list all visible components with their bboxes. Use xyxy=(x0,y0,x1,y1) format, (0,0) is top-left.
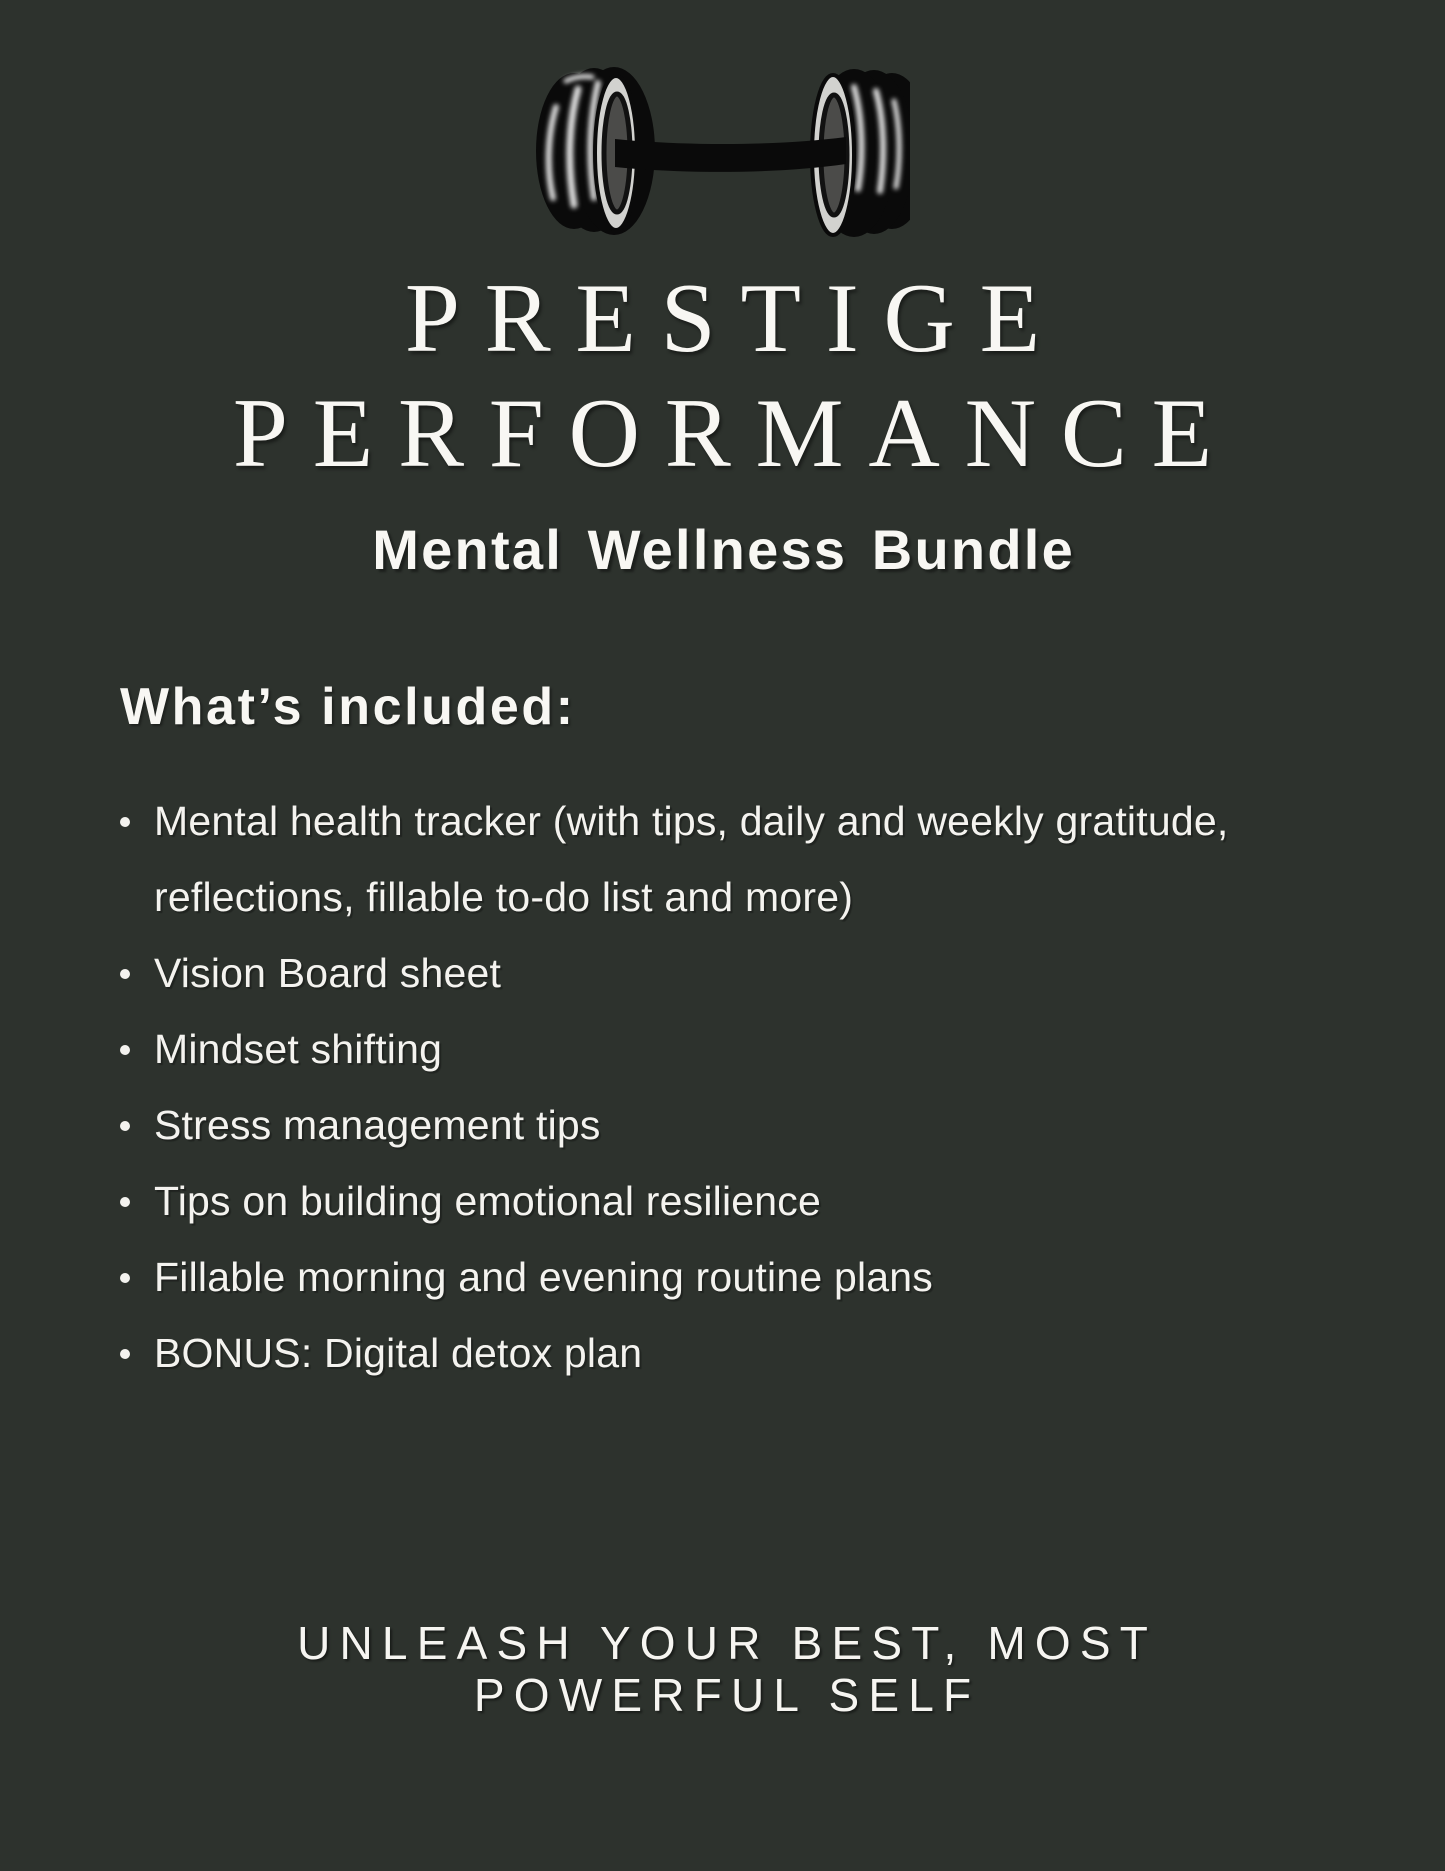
list-item-text: Mental health tracker (with tips, daily and weekly gratitude, reflections, fillable to-do list and more) xyxy=(154,798,1229,920)
list-item xyxy=(118,1239,1348,1315)
bullet-icon xyxy=(120,1121,130,1131)
list-item-text: Fillable morning and evening routine plans xyxy=(154,1254,933,1300)
list-item-text: Vision Board sheet xyxy=(154,950,502,996)
tagline xyxy=(0,1617,1445,1721)
list-item xyxy=(118,1315,1348,1391)
brand-title-line-1: PRESTIGE xyxy=(404,264,1065,373)
list-item-text: Tips on building emotional resilience xyxy=(154,1178,821,1224)
dumbbell-icon xyxy=(536,63,910,238)
list-item xyxy=(118,935,1348,1011)
bullet-icon xyxy=(120,1197,130,1207)
bullet-icon xyxy=(120,1045,130,1055)
bundle-subtitle: Mental Wellness Bundle xyxy=(372,518,1075,581)
dumbbell-bar xyxy=(615,137,846,172)
brand-title-line-2: PERFORMANCE xyxy=(232,379,1237,488)
brand-title xyxy=(0,261,1445,491)
list-item-text: BONUS: Digital detox plan xyxy=(154,1330,643,1376)
tagline-line-2: POWERFUL SELF xyxy=(473,1669,981,1721)
included-list xyxy=(118,783,1348,1391)
included-heading: What’s included: xyxy=(120,678,576,736)
list-item xyxy=(118,1163,1348,1239)
bullet-icon xyxy=(120,969,130,979)
list-item-text: Mindset shifting xyxy=(154,1026,443,1072)
bullet-icon xyxy=(120,1349,130,1359)
bullet-icon xyxy=(120,1273,130,1283)
list-item xyxy=(118,783,1348,935)
list-item xyxy=(118,1011,1348,1087)
bullet-icon xyxy=(120,817,130,827)
list-item-text: Stress management tips xyxy=(154,1102,601,1148)
list-item xyxy=(118,1087,1348,1163)
tagline-line-1: UNLEASH YOUR BEST, MOST xyxy=(297,1617,1158,1669)
